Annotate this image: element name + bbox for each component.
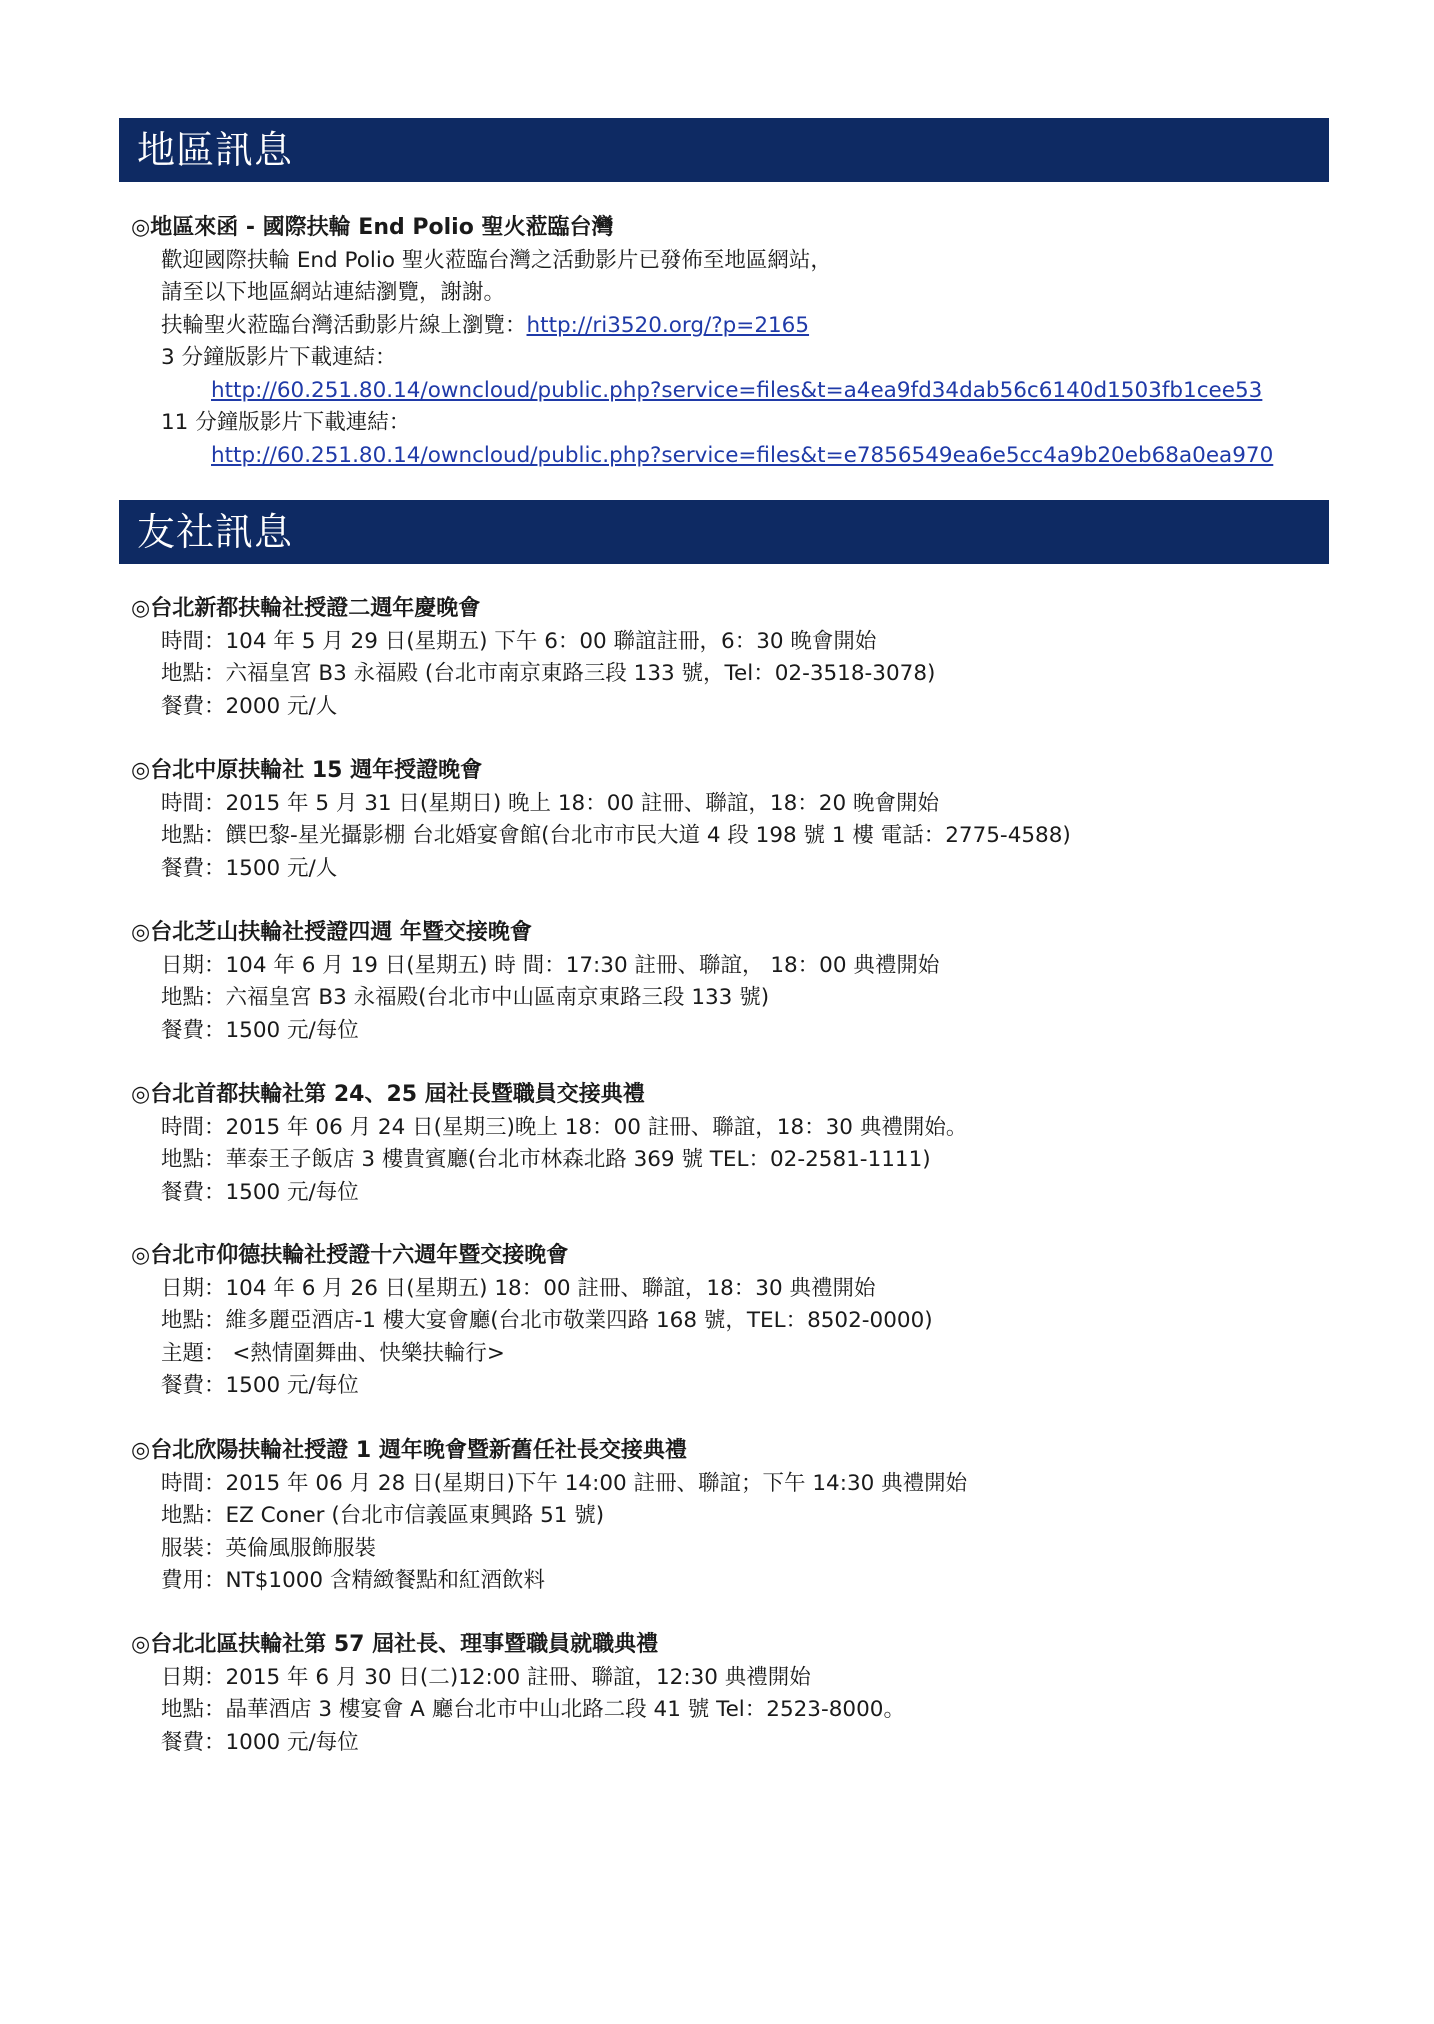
- club-event: [131, 1629, 1321, 1759]
- event-detail: 服裝：英倫風服飾服裝: [161, 1535, 377, 1561]
- event-detail: 地點：華泰王子飯店 3 樓貴賓廳(台北市林森北路 369 號 TEL：02-2581-1111): [161, 1147, 931, 1172]
- online-video-row: [131, 310, 1321, 343]
- event-detail: 地點：饌巴黎-星光攝影棚 台北婚宴會館(台北市市民大道 4 段 198 號 1 樓 電話：2775-4588): [161, 823, 1071, 848]
- district-intro-line: 歡迎國際扶輪 End Polio 聖火蒞臨台灣之活動影片已發佈至地區網站，: [161, 247, 832, 273]
- online-video-link[interactable]: http://ri3520.org/?p=2165: [526, 312, 810, 338]
- event-detail: 地點：六福皇宮 B3 永福殿(台北市中山區南京東路三段 133 號): [161, 985, 770, 1010]
- event-detail: 時間：2015 年 06 月 28 日(星期日)下午 14:00 註冊、聯誼；下午 14:30 典禮開始: [161, 1470, 968, 1496]
- event-detail: 時間：104 年 5 月 29 日(星期五) 下午 6：00 聯誼註冊，6：30 晚會開始: [161, 628, 877, 654]
- event-detail: 餐費：1500 元/人: [161, 855, 338, 881]
- event-title: ◎台北中原扶輪社 15 週年授證晚會: [131, 758, 483, 783]
- event-detail: 時間：2015 年 5 月 31 日(星期日) 晚上 18：00 註冊、聯誼，18：20 晚會開始: [161, 790, 939, 816]
- download-11min-row: [131, 440, 1321, 473]
- event-detail: 日期：104 年 6 月 19 日(星期五) 時 間：17:30 註冊、聯誼， 18：00 典禮開始: [161, 952, 940, 978]
- event-title: ◎台北芝山扶輪社授證四週 年暨交接晚會: [131, 920, 532, 945]
- district-banner: 地區訊息: [119, 118, 1329, 182]
- event-title: ◎台北欣陽扶輪社授證 1 週年晚會暨新舊任社長交接典禮: [131, 1438, 687, 1463]
- district-notice: [131, 212, 1321, 472]
- event-detail: 餐費：1000 元/每位: [161, 1729, 359, 1755]
- download-3min-link[interactable]: http://60.251.80.14/owncloud/public.php?service=files&t=a4ea9fd34dab56c6140d1503fb1cee53: [211, 377, 1263, 403]
- event-detail: 時間：2015 年 06 月 24 日(星期三)晚上 18：00 註冊、聯誼，18：30 典禮開始。: [161, 1114, 968, 1140]
- club-event: [131, 755, 1321, 885]
- event-title: ◎台北北區扶輪社第 57 屆社長、理事暨職員就職典禮: [131, 1632, 659, 1657]
- event-detail: 地點：維多麗亞酒店-1 樓大宴會廳(台北市敬業四路 168 號，TEL：8502-0000): [161, 1308, 933, 1333]
- club-banner: 友社訊息: [119, 500, 1329, 564]
- event-detail: 費用：NT$1000 含精緻餐點和紅酒飲料: [161, 1568, 545, 1593]
- event-detail: 主題： <熱情圍舞曲、快樂扶輪行>: [161, 1340, 505, 1366]
- event-detail: 日期：2015 年 6 月 30 日(二)12:00 註冊、聯誼，12:30 典禮開始: [161, 1664, 811, 1690]
- online-video-label: 扶輪聖火蒞臨台灣活動影片線上瀏覽：: [161, 312, 527, 338]
- event-detail: 餐費：2000 元/人: [161, 693, 338, 719]
- event-detail: 餐費：1500 元/每位: [161, 1017, 359, 1043]
- event-title: ◎台北市仰德扶輪社授證十六週年暨交接晚會: [131, 1243, 569, 1268]
- download-11min-label: 11 分鐘版影片下載連結：: [161, 410, 411, 435]
- club-event: [131, 1435, 1321, 1598]
- club-event: [131, 1240, 1321, 1403]
- download-3min-row: [131, 375, 1321, 408]
- event-detail: 餐費：1500 元/每位: [161, 1179, 359, 1205]
- download-11min-link[interactable]: http://60.251.80.14/owncloud/public.php?service=files&t=e7856549ea6e5cc4a9b20eb68a0ea970: [211, 442, 1274, 468]
- district-notice-title: ◎地區來函 - 國際扶輪 End Polio 聖火蒞臨台灣: [131, 215, 614, 240]
- event-detail: 地點：六福皇宮 B3 永福殿 (台北市南京東路三段 133 號，Tel：02-3518-3078): [161, 661, 936, 686]
- event-detail: 餐費：1500 元/每位: [161, 1373, 359, 1398]
- club-event: [131, 593, 1321, 723]
- district-intro-line: 請至以下地區網站連結瀏覽，謝謝。: [161, 280, 506, 305]
- event-title: ◎台北首都扶輪社第 24、25 屆社長暨職員交接典禮: [131, 1082, 645, 1107]
- download-3min-label: 3 分鐘版影片下載連結：: [161, 345, 397, 370]
- club-event: [131, 917, 1321, 1047]
- event-detail: 日期：104 年 6 月 26 日(星期五) 18：00 註冊、聯誼，18：30 典禮開始: [161, 1275, 876, 1301]
- event-title: ◎台北新都扶輪社授證二週年慶晚會: [131, 596, 481, 621]
- club-event: [131, 1079, 1321, 1209]
- event-detail: 地點：晶華酒店 3 樓宴會 A 廳台北市中山北路二段 41 號 Tel：2523-8000。: [161, 1697, 905, 1722]
- event-detail: 地點：EZ Coner (台北市信義區東興路 51 號): [161, 1503, 605, 1528]
